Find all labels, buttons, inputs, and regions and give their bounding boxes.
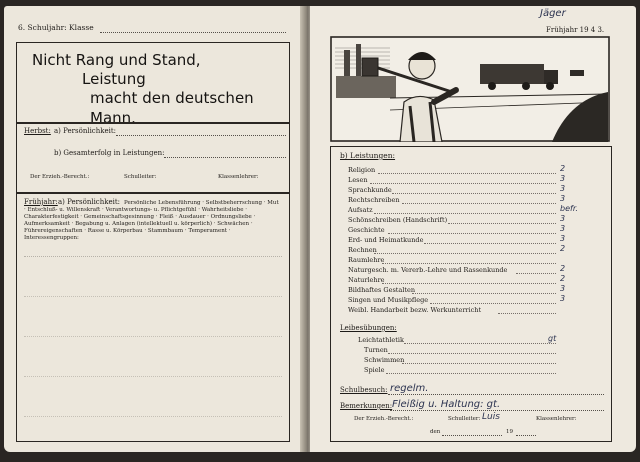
leistungen-title: b) Leistungen: [340,151,396,160]
leibes-row: Schwimmen [364,356,608,366]
bemerkungen-value: Fleißig u. Haltung: gt. [392,399,501,410]
motto-line-3: macht den deutschen Mann. [90,89,254,127]
worker-illustration [330,36,610,142]
sig-erzieh: Der Erzieh.-Berecht.: [354,416,414,422]
subject-row: Naturgesch. m. Vererb.-Lehre und Rassenkunde 2 [348,264,566,274]
herbst-sig-schulleiter: Schulleiter: [124,174,157,180]
subject-row: Erd- und Heimatkunde 3 [348,234,566,244]
subject-row: Rechnen 2 [348,244,566,254]
subject-row: Bildhaftes Gestalten 3 [348,284,566,294]
sig-klassenlehrer: Klassenlehrer: [536,416,577,422]
bemerkungen-label: Bemerkungen: [340,402,393,410]
subject-row: Rechtschreiben 3 [348,194,566,204]
fruhjahr-line [24,416,282,417]
leibes-row: Spiele [364,366,608,376]
schulbesuch-value: regelm. [390,383,429,394]
fruhjahr-criteria: Persönliche Lebensführung · Selbstbeherrschung · Mut · Entschluß- u. Willenskraft · Verantwortungs- u. Pflichtgefühl · Wahrheitsliebe · Charakterfestigkeit · Gemeinschaftsgesinnung · Fleiß · Ausdauer · Ordnungsliebe · Aufmerksamkeit · Begabung u. Anlagen (intellektuell u. körperlich) · Schwächen · Führereigenschaften · Rasse u. Körperbau · Stammbaum · Temperament · Interessengruppen: [24,200,279,241]
signature-top: Jäger [540,8,566,19]
subject-row: Religion 2 [348,164,566,174]
fruhjahr-label: Frühjahr: [24,198,58,206]
sig-schulleiter: Schulleiter: [448,416,481,422]
fruhjahr-line [24,256,282,257]
left-page [4,6,304,452]
fruhjahr-line [24,296,282,297]
den-line [442,435,502,436]
right-page [310,6,636,452]
den-year: 19 [506,429,513,435]
subject-row: Aufsatz befr. [348,204,578,214]
subject-row: Sprachkunde 3 [348,184,566,194]
herbst-gesamterfolg: b) Gesamterfolg in Leistungen: [54,149,165,157]
schulbesuch-label: Schulbesuch: [340,386,388,394]
herbst-personlichkeit-line [116,135,286,136]
bemerkungen-line [390,410,604,411]
fruhjahr-personlichkeit: a) Persönlichkeit: [58,198,121,206]
herbst-gesamterfolg-line [164,157,286,158]
leibes-title: Leibesübungen: [340,324,397,332]
subject-row: Lesen 3 [348,174,566,184]
subject-row: Naturlehre 2 [348,274,566,284]
subject-row: Raumlehre [348,256,618,266]
herbst-label: Herbst: [24,127,51,135]
fruhjahr-line [24,336,282,337]
herbst-personlichkeit: a) Persönlichkeit: [54,127,117,135]
motto-line-1: Nicht Rang und Stand, [32,51,201,69]
subject-row: Singen und Musikpflege 3 [348,294,566,304]
motto-line-2: Leistung [82,70,146,88]
subject-row: Schönschreiben (Handschrift) 3 [348,214,566,224]
den-label: den [430,429,441,435]
leibes-row: Turnen [364,346,608,356]
leibes-row: Leichtathletik gt [358,334,557,344]
herbst-sig-klassenlehrer: Klassenlehrer: [218,174,259,180]
subject-row: Geschichte 3 [348,224,566,234]
den-year-line [516,435,536,436]
page-header: 6. Schuljahr: Klasse [18,23,94,32]
subject-row: Weibl. Handarbeit bezw. Werkunterricht [348,306,618,316]
header-fruhjahr: Frühjahr 19 4 3. [546,26,605,34]
herbst-sig-erzieh: Der Erzieh.-Berecht.: [30,174,90,180]
fruhjahr-line [24,376,282,377]
header-line [100,32,286,33]
schulbesuch-line [388,394,604,395]
sig-schulleiter-value: Luis [482,412,500,422]
